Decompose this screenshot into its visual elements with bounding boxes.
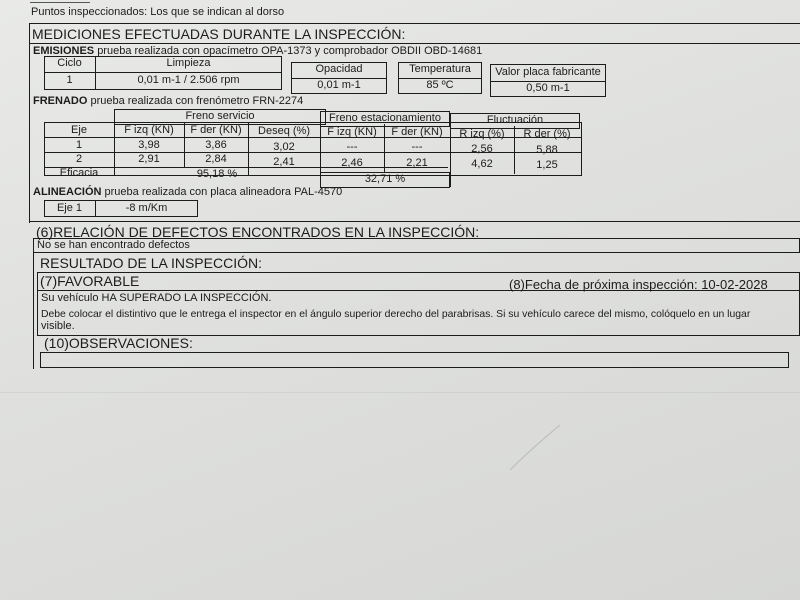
resultado-line3: visible. [41, 320, 75, 332]
paper-crease-mark [505, 420, 565, 475]
frenado-main-grid [44, 122, 582, 176]
row2-deseq: 2,41 [273, 156, 295, 168]
eficacia-label: Eficacia [59, 167, 99, 179]
freno-estacionamiento-group-box [320, 111, 450, 127]
row2-fizq: 2,91 [138, 153, 160, 165]
row1-fder: 3,86 [205, 139, 227, 151]
opacidad-header: Opacidad [315, 63, 363, 75]
row1-fizq: 3,98 [138, 139, 160, 151]
row1-fder2: --- [411, 141, 423, 153]
col-rder: R der (%) [523, 128, 571, 140]
alineacion-label: ALINEACIÓN [33, 186, 102, 198]
emisiones-label: EMISIONES [33, 45, 95, 57]
col-deseq: Deseq (%) [258, 125, 310, 137]
row1-rder: 5,88 [536, 144, 558, 156]
eficacia-servicio: 95,18 % [196, 168, 238, 180]
temperatura-header: Temperatura [409, 63, 471, 75]
limpieza-value: 0,01 m-1 / 2.506 rpm [137, 74, 240, 86]
freno-servicio-header: Freno servicio [185, 110, 255, 122]
frenado-col1 [114, 122, 115, 176]
row1-rizq: 2,56 [471, 143, 493, 155]
mediciones-title: MEDICIONES EFECTUADAS DURANTE LA INSPECCIÓN: [32, 26, 406, 42]
row2-fizq2: 2,46 [341, 157, 363, 169]
frenado-line [33, 95, 303, 107]
eje1-value: -8 m/Km [125, 202, 168, 214]
ciclo-header: Ciclo [57, 57, 82, 69]
row2-eje: 2 [75, 153, 83, 165]
temperatura-value: 85 ºC [426, 79, 454, 91]
freno-servicio-group-box [114, 109, 326, 125]
proxima-inspeccion-date: (8)Fecha de próxima inspección: 10-02-2028 [509, 277, 768, 292]
ciclo-row-divider [44, 72, 282, 73]
defectos-title: (6)RELACIÓN DE DEFECTOS ENCONTRADOS EN LA INSPECCIÓN: [36, 224, 480, 240]
limpieza-header: Limpieza [166, 57, 211, 69]
mediciones-top-rule [29, 23, 800, 24]
col-fder: F der (KN) [190, 124, 242, 136]
frenado-row1-line [44, 137, 582, 138]
frenado-text: prueba realizada con frenómetro FRN-2274 [90, 95, 304, 107]
frenado-col7 [514, 126, 515, 174]
frenado-col5 [384, 124, 385, 173]
fluctuacion-group-box [450, 113, 580, 129]
eficacia-estacionamiento: 32,71 % [364, 173, 406, 185]
frenado-col2 [184, 122, 185, 167]
defectos-top-rule [29, 221, 800, 222]
opacidad-value: 0,01 m-1 [317, 79, 361, 91]
frenado-col6 [450, 124, 451, 187]
emisiones-text: prueba realizada con opacímetro OPA-1373 y comprobador OBDII OBD-14681 [97, 45, 483, 57]
col-rizq: R izq (%) [459, 128, 505, 140]
observaciones-title: (10)OBSERVACIONES: [44, 335, 193, 351]
paper-fold-line [0, 392, 800, 393]
frenado-col3 [248, 122, 249, 176]
resultado-left-border [33, 253, 34, 369]
row1-fizq2: --- [346, 141, 358, 153]
observaciones-box [40, 352, 789, 368]
row2-fder: 2,84 [205, 153, 227, 165]
frenado-row3-line [44, 167, 448, 168]
resultado-line1: Su vehículo HA SUPERADO LA INSPECCIÓN. [41, 292, 272, 304]
alineacion-line [33, 186, 342, 198]
fluctuacion-header: Fluctuación [486, 114, 544, 126]
eje1-label: Eje 1 [56, 202, 83, 214]
row1-eje: 1 [75, 139, 83, 151]
frenado-label: FRENADO [33, 95, 88, 107]
puntos-inspeccionados-text: Puntos inspeccionados: Los que se indican al dorso [31, 6, 285, 18]
row1-deseq: 3,02 [273, 141, 295, 153]
valor-placa-value: 0,50 m-1 [526, 82, 570, 94]
col-fizq2: F izq (KN) [327, 126, 377, 138]
resultado-line2: Debe colocar el distintivo que le entrega el inspector en el ángulo superior derecho del parabrisas. Si su vehículo carece del mismo, colóquelo en un lugar [41, 309, 751, 320]
valor-placa-header: Valor placa fabricante [495, 66, 601, 78]
favorable-label: (7)FAVORABLE [40, 273, 140, 289]
col-fizq: F izq (KN) [124, 124, 174, 136]
freno-estacionamiento-header: Freno estacionamiento [329, 112, 441, 124]
col-eje: Eje [71, 124, 87, 136]
section-left-border [29, 23, 30, 223]
row2-rder: 1,25 [536, 159, 558, 171]
resultado-title: RESULTADO DE LA INSPECCIÓN: [40, 255, 262, 271]
mediciones-bottom-rule [29, 43, 800, 44]
defectos-text: No se han encontrado defectos [37, 239, 190, 251]
frenado-row2-line [44, 152, 582, 153]
alineacion-text: prueba realizada con placa alineadora PAL-4570 [104, 186, 343, 198]
top-clipped-line [30, 0, 90, 3]
ciclo-value: 1 [66, 74, 73, 86]
row2-fder2: 2,21 [406, 157, 428, 169]
frenado-col4 [320, 122, 321, 176]
col-fder2: F der (KN) [391, 126, 443, 138]
row2-rizq: 4,62 [471, 158, 493, 170]
